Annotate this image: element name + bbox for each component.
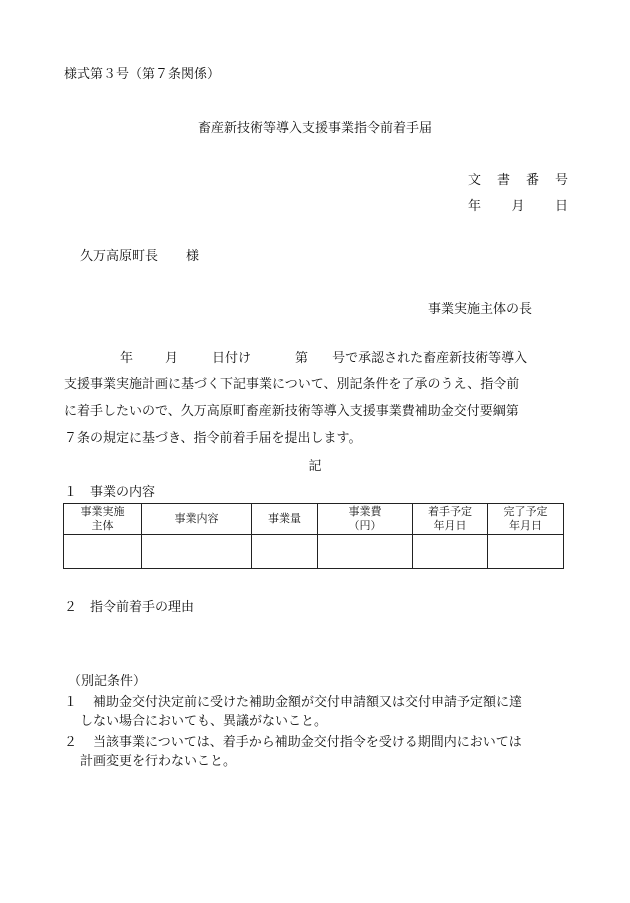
header-line: 事業費 — [348, 504, 382, 518]
section-2-heading — [64, 601, 194, 614]
addressee — [80, 250, 199, 263]
date-year-label: 年 — [468, 199, 482, 214]
condition-number: ２ — [64, 735, 78, 750]
column-header — [252, 504, 318, 535]
section-1-heading — [64, 486, 155, 499]
header-line: 年月日 — [433, 519, 467, 532]
table-header-row — [64, 504, 564, 535]
form-number: 様式第３号（第７条関係） — [64, 67, 221, 82]
column-header — [488, 504, 564, 535]
column-header — [413, 504, 488, 535]
body-day: 日付け — [212, 351, 252, 366]
section-2-title: 指令前着手の理由 — [90, 600, 195, 615]
header-line: （円） — [348, 519, 382, 532]
body-line-2: 支援事業実施計画に基づく下記事業について、別記条件を了承のうえ、指令前 — [64, 377, 520, 392]
header-line: 事業内容 — [174, 511, 219, 525]
table-cell[interactable] — [488, 535, 564, 569]
sender: 事業実施主体の長 — [427, 302, 532, 317]
body-line-4: ７条の規定に基づき、指令前着手届を提出します。 — [64, 431, 362, 446]
condition-line: 計画変更を行わないこと。 — [80, 754, 237, 769]
header-line: 事業実施 — [80, 504, 125, 518]
body-month: 月 — [165, 351, 179, 366]
body-line-1 — [64, 352, 570, 365]
date-field — [468, 200, 568, 213]
table-row — [64, 535, 564, 569]
table-cell[interactable] — [318, 535, 413, 569]
body-approval-text: 号で承認された畜産新技術等導入 — [332, 351, 528, 366]
document-number-label — [468, 174, 568, 187]
condition-line: しない場合においても、異議がないこと。 — [80, 714, 328, 729]
condition-number: １ — [64, 695, 78, 710]
addressee-name: 久万高原町長 — [80, 249, 159, 264]
condition-line: 当該事業については、着手から補助金交付指令を受ける期間内においては — [80, 735, 522, 750]
conditions-title: （別記条件） — [68, 674, 147, 689]
addressee-honorific: 様 — [186, 249, 200, 264]
header-line: 主体 — [91, 519, 114, 532]
body-line-3: に着手したいので、久万高原町畜産新技術等導入支援事業費補助金交付要綱第 — [64, 404, 519, 419]
column-header — [64, 504, 142, 535]
date-day-label: 日 — [554, 199, 568, 214]
body-year: 年 — [120, 351, 134, 366]
table-cell[interactable] — [413, 535, 488, 569]
doc-number-char: 書 — [496, 173, 510, 188]
header-line: 年月日 — [509, 519, 542, 532]
table-cell[interactable] — [252, 535, 318, 569]
ki-heading: 記 — [308, 459, 322, 474]
header-line: 事業量 — [268, 511, 301, 525]
doc-number-char: 文 — [468, 173, 482, 188]
section-2-number: ２ — [64, 600, 78, 615]
table-cell[interactable] — [142, 535, 252, 569]
body-number-prefix: 第 — [295, 351, 309, 366]
condition-line: 補助金交付決定前に受けた補助金額が交付申請額又は交付申請予定額に達 — [80, 695, 523, 710]
column-header — [142, 504, 252, 535]
doc-number-char: 号 — [554, 173, 568, 188]
doc-number-char: 番 — [525, 173, 539, 188]
table-cell[interactable] — [64, 535, 142, 569]
section-1-number: １ — [64, 485, 78, 500]
page-title: 畜産新技術等導入支援事業指令前着手届 — [197, 121, 432, 136]
header-line: 完了予定 — [503, 504, 548, 518]
section-1-title: 事業の内容 — [90, 485, 156, 500]
header-line: 着手予定 — [428, 504, 472, 518]
column-header — [318, 504, 413, 535]
project-content-table — [63, 503, 564, 569]
date-month-label: 月 — [511, 199, 525, 214]
